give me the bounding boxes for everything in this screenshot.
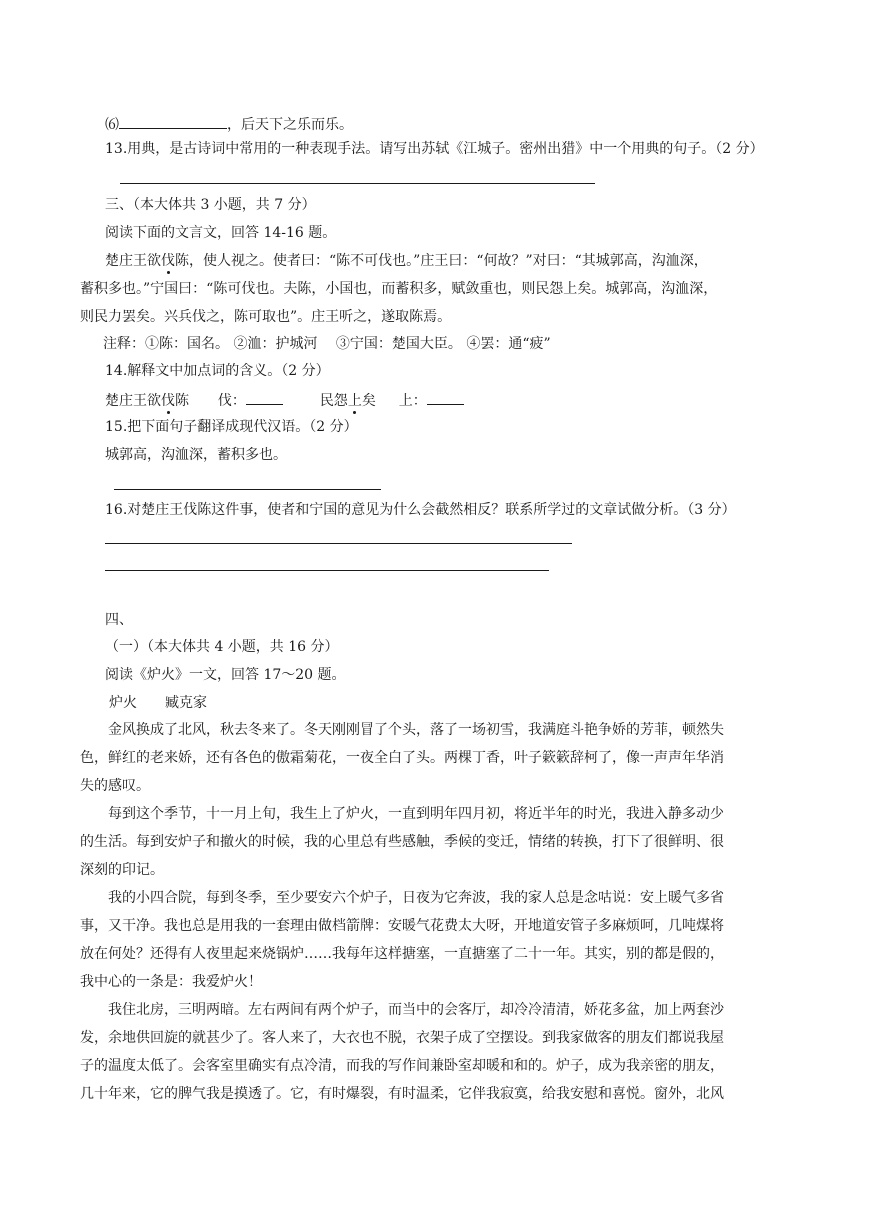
article-paragraph-3-line: 我中心的一条是：我爱炉火！: [80, 974, 262, 990]
answer-line-q15[interactable]: [114, 489, 381, 490]
question-6-number: ⑹: [105, 117, 119, 133]
article-paragraph-2-line: 的生活。每到安炉子和撤火的时候，我的心里总有些感触，季候的变迁，情绪的转换，打下了很鲜明、很: [80, 834, 724, 850]
answer-line-q16-2[interactable]: [105, 570, 549, 571]
passage-notes: 注释：①陈：国名。 ②洫：护城河 ③宁国：楚国大臣。 ④罢：通“疲”: [103, 336, 551, 352]
dotted-character: 伐: [161, 393, 175, 409]
passage-line-2: 蓄积多也。”宁国曰：“陈可伐也。夫陈，小国也，而蓄积多，赋敛重也，则民怨上矣。城郭高，沟洫深，: [80, 281, 718, 297]
section-4-heading: 四、: [105, 612, 133, 628]
section-3-heading: 三、（本大体共 3 小题，共 7 分）: [105, 197, 316, 213]
question-14-stem: 14.解释文中加点词的含义。（2 分）: [105, 363, 330, 379]
article-paragraph-4-line: 子的温度太低了。会客室里确实有点冷清，而我的写作间兼卧室却暖和和的。炉子，成为我亲密的朋友，: [80, 1058, 724, 1074]
question-14-items: [105, 390, 464, 410]
article-paragraph-3-line: 事，又干净。我也总是用我的一套理由做档箭牌：安暖气花费太大呀，开地道安管子多麻烦呵，几吨煤将: [80, 918, 724, 934]
phrase-text: 陈: [175, 393, 189, 409]
dotted-character: 伐: [161, 253, 175, 269]
passage-line-1: [105, 252, 708, 270]
answer-blank-q6[interactable]: [119, 114, 227, 129]
question-6-text: ，后天下之乐而乐。: [227, 117, 353, 133]
answer-blank-shang[interactable]: [427, 390, 464, 405]
question-16-stem: 16.对楚庄王伐陈这件事，使者和宁国的意见为什么会截然相反？联系所学过的文章试做分析。（3 分）: [105, 502, 736, 518]
term-label: 伐：: [217, 393, 246, 409]
article-title-line: [109, 694, 207, 712]
question-15-sentence: 城郭高，沟洫深，蓄积多也。: [105, 447, 287, 463]
article-paragraph-1-line: 失的感叹。: [80, 778, 150, 794]
phrase-text: 矣: [361, 393, 376, 409]
article-paragraph-2-line: 深刻的印记。: [80, 862, 164, 878]
phrase-text: 民怨: [319, 393, 348, 409]
answer-line-q16-1[interactable]: [105, 543, 572, 544]
question-13-stem: 13.用典，是古诗词中常用的一种表现手法。请写出苏轼《江城子。密州出猎》中一个用典的句子。（2 分）: [105, 141, 764, 157]
section-3-intro: 阅读下面的文言文，回答 14-16 题。: [105, 225, 337, 241]
answer-line-q13[interactable]: [120, 183, 595, 184]
phrase-text: 楚庄王欲: [105, 393, 161, 409]
answer-blank-fa[interactable]: [246, 390, 283, 405]
article-author: 臧克家: [165, 695, 207, 711]
article-paragraph-4-line: 发，余地供回旋的就甚少了。客人来了，大衣也不脱，衣架子成了空摆设。到我家做客的朋友们都说我屋: [80, 1030, 724, 1046]
article-paragraph-1-line: 金风换成了北风，秋去冬来了。冬天刚刚冒了个头，落了一场初雪，我满庭斗艳争娇的芳菲，顿然失: [108, 722, 724, 738]
section-4-intro: 阅读《炉火》一文，回答 17～20 题。: [105, 667, 346, 683]
dotted-character: 上: [347, 393, 362, 409]
article-paragraph-4-line: 几十年来，它的脾气我是摸透了。它，有时爆裂，有时温柔，它伴我寂寞，给我安慰和喜悦。窗外，北风: [80, 1086, 724, 1102]
article-paragraph-3-line: 放在何处？还得有人夜里起来烧锅炉……我每年这样搪塞，一直搪塞了二十一年。其实，别的都是假的，: [80, 946, 724, 962]
passage-text: 楚庄王欲: [105, 253, 161, 269]
article-paragraph-4-line: 我住北房，三明两暗。左右两间有两个炉子，而当中的会客厅，却冷冷清清，娇花多盆，加上两套沙: [108, 1002, 724, 1018]
question-6-line: [105, 114, 353, 134]
article-paragraph-2-line: 每到这个季节，十一月上旬，我生上了炉火，一直到明年四月初，将近半年的时光，我进入静多动少: [108, 806, 724, 822]
section-4-subheading: （一）（本大体共 4 小题，共 16 分）: [105, 639, 339, 655]
passage-line-3: 则民力罢矣。兴兵伐之，陈可取也”。庄王听之，遂取陈焉。: [80, 309, 452, 325]
passage-text: 陈，使人视之。使者曰：“陈不可伐也。”庄王曰：“何故？”对曰：“其城郭高，沟洫深，: [175, 253, 708, 269]
article-paragraph-3-line: 我的小四合院，每到冬季，至少要安六个炉子，日夜为它奔波，我的家人总是念咕说：安上暖气多省: [108, 890, 724, 906]
question-15-stem: 15.把下面句子翻译成现代汉语。（2 分）: [105, 419, 358, 435]
term-label: 上：: [398, 393, 427, 409]
article-paragraph-1-line: 色，鲜红的老来娇，还有各色的傲霜菊花，一夜全白了头。两棵丁香，叶子簌簌辞柯了，像一声声年华消: [80, 750, 724, 766]
article-title: 炉火: [109, 695, 137, 711]
